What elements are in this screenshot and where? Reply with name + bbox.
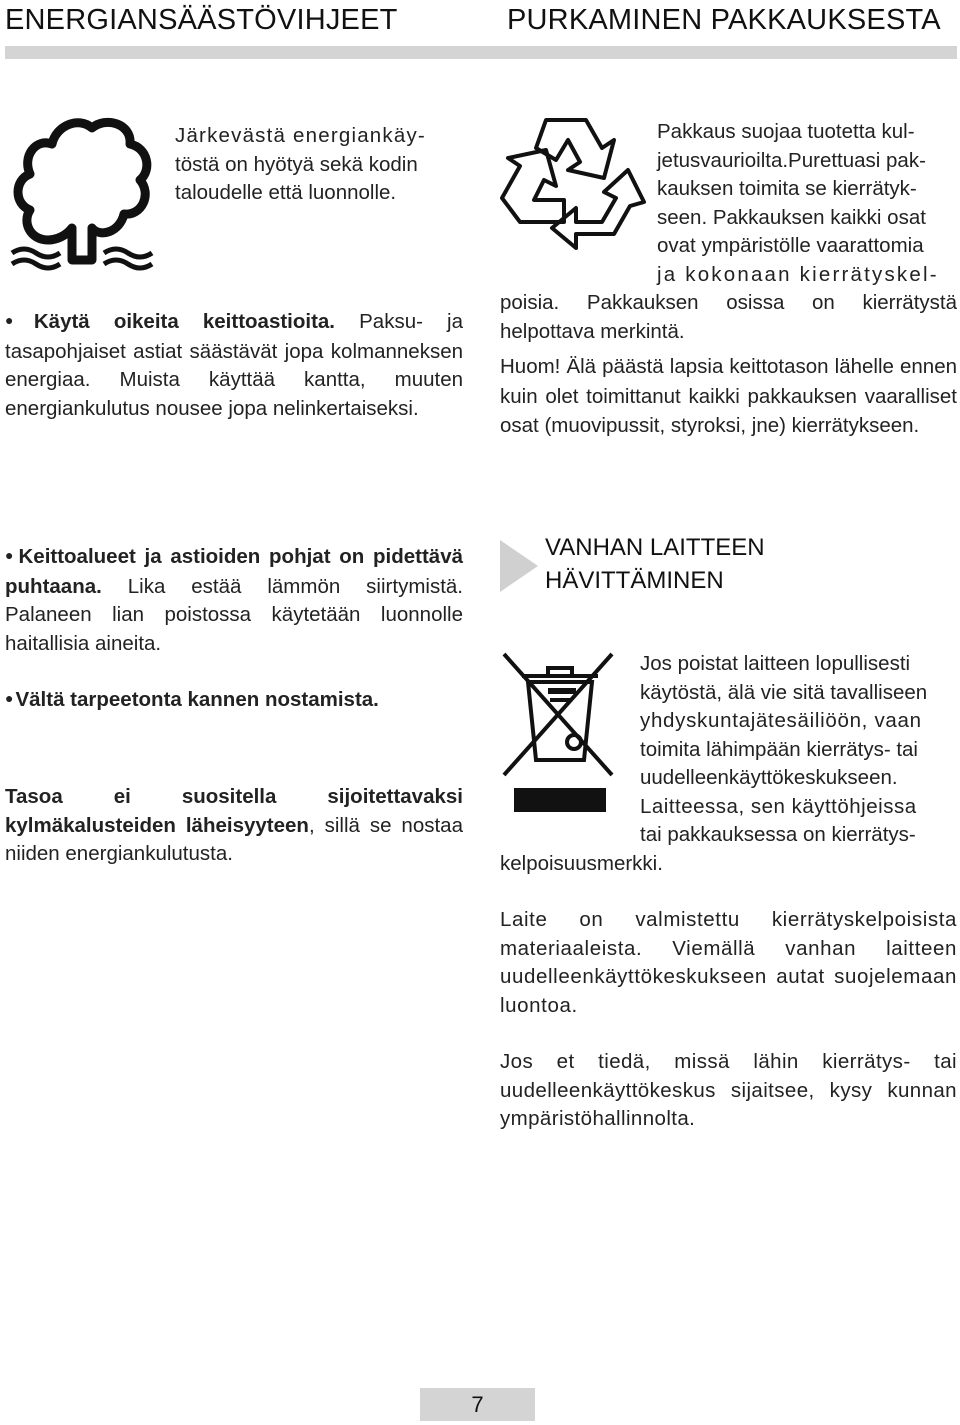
disposal-heading (545, 531, 765, 597)
intro-line: töstä on hyötyä sekä kodin (175, 152, 418, 176)
disposal-line: käytöstä, älä vie sitä tavalliseen (640, 680, 928, 704)
intro-line: Järkevästä energiankäy- (175, 124, 426, 147)
note-text: , sillä se nostaa niiden energiankulutusta. (5, 813, 463, 865)
disposal-line: Laitteessa, sen käyttöhjeissa (640, 794, 917, 818)
unpacking-indented (657, 118, 957, 289)
disposal-line: uudelleenkäyttökeskukseen. (640, 766, 898, 789)
unpacking-line: ovat ympäristölle vaarattomia (657, 234, 924, 257)
energy-tip-1 (5, 308, 463, 423)
unpacking-rest: poisia. Pakkauksen osissa on kierrätystä helpottava merkintä. (500, 291, 957, 343)
unpacking-line: ja kokonaan kierrätyskel- (657, 262, 939, 286)
tip-3-heading: ● Vältä tarpeetonta kannen nostamista. (5, 688, 379, 711)
disposal-last-line: kelpoisuusmerkki. (500, 852, 663, 875)
tip-1-heading: ● Käytä oikeita keittoastioita. (5, 310, 335, 333)
recycle-icon (498, 110, 646, 250)
tree-icon (8, 110, 158, 280)
disposal-line: toimita lähimpään kierrätys- tai (640, 737, 918, 761)
unpacking-line: seen. Pakkauksen kaikki osat (657, 205, 926, 229)
intro-line: taloudelle että luonnolle. (175, 181, 397, 204)
crossed-bin-icon (500, 650, 620, 815)
placement-note (5, 783, 463, 869)
energy-intro (175, 122, 463, 208)
right-section-title: PURKAMINEN PAKKAUKSESTA (507, 4, 941, 36)
header-rule (5, 46, 957, 59)
disposal-indented (640, 650, 958, 850)
left-section-title: ENERGIANSÄÄSTÖVIHJEET (5, 4, 398, 36)
unpacking-line: Pakkaus suojaa tuotetta kul- (657, 120, 915, 143)
disposal-heading-line: VANHAN LAITTEEN (545, 534, 765, 561)
unpacking-warning: Huom! Älä päästä lapsia keittotason lähelle ennen kuin olet toimittanut kaikki pakkauksen vaaralliset osat (muovipussit, styroksi, jne) kierrätykseen. (500, 355, 957, 437)
energy-tip-3 (5, 686, 463, 716)
unpacking-line: jetusvaurioilta.Purettuasi pak- (657, 148, 926, 172)
disposal-paragraph-3: Jos et tiedä, missä lähin kierrätys- tai uudelleenkäyttökeskus sijaitsee, kysy kunnan ympäristöhallinnolta. (500, 1050, 957, 1130)
tip-1-text: Paksu- ja tasapohjaiset astiat säästävät jopa kolmanneksen energiaa. Muista käyttää kantta, muuten energiankulutus nousee jopa nelinkertaiseksi. (5, 310, 463, 420)
triangle-arrow-icon (500, 540, 538, 592)
disposal-line: tai pakkauksessa on kierrätys- (640, 823, 916, 846)
tip-2-heading: ● Keittoalueet ja astioiden pohjat on pidettävä puhtaana. (5, 545, 463, 598)
disposal-line: Jos poistat laitteen lopullisesti (640, 652, 911, 675)
unpacking-line: kauksen toimita se kierrätyk- (657, 177, 917, 200)
disposal-heading-line: HÄVITTÄMINEN (545, 567, 724, 594)
disposal-line: yhdyskuntajätesäiliöön, vaan (640, 709, 922, 732)
note-bold: Tasoa ei suositella sijoitettavaksi kylmäkalusteiden läheisyyteen (5, 785, 463, 837)
tip-2-text: Lika estää lämmön siirtymistä. Palaneen lian poistossa käytetään luonnolle haitallisia aineita. (5, 574, 463, 655)
page-number: 7 (420, 1388, 535, 1421)
disposal-paragraph-2: Laite on valmistettu kierrätyskelpoisista materiaaleista. Viemällä vanhan laitteen uudelleenkäyttökeskukseen autat suojelemaan luontoa. (500, 908, 957, 1017)
energy-tip-2 (5, 543, 463, 658)
